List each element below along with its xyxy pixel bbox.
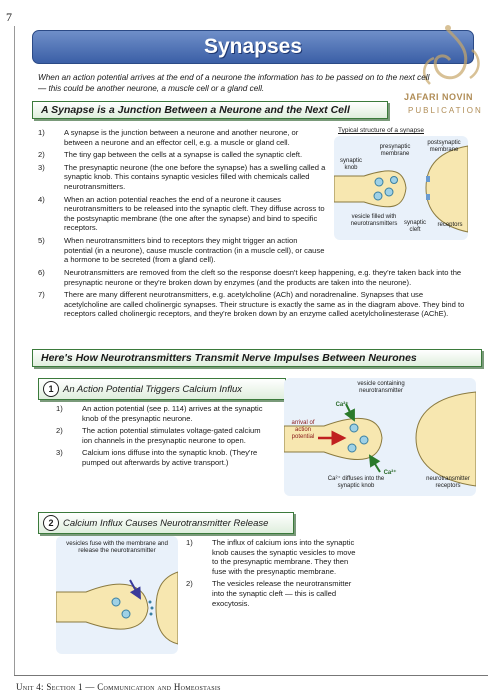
list-item — [38, 236, 328, 265]
list-item-number: 2) — [56, 426, 63, 436]
label-postsynaptic-membrane: postsynaptic membrane — [427, 140, 461, 153]
page-number: 7 — [6, 10, 12, 24]
synapse-diagram-caption: Typical structure of a synapse — [338, 127, 424, 134]
label-vesicles-fuse: vesicles fuse with the membrane and release the neurotransmitter — [66, 540, 168, 554]
step2-list — [186, 538, 356, 611]
list-item-number: 6) — [38, 268, 45, 277]
list-item-text: When neurotransmitters bind to receptors they might trigger an action potential (in a neurone), cause muscle contraction (in a muscle cell), or cause a hormone to be secreted (from a gland cell). — [64, 235, 325, 265]
footer-rule — [14, 675, 488, 676]
list-item-number: 2) — [186, 579, 193, 589]
list-item — [38, 163, 328, 192]
label-synaptic-knob: synaptic knob — [339, 158, 362, 171]
watermark-line2: PUBLICATION — [408, 106, 483, 115]
page-title: Synapses — [203, 35, 303, 58]
label-arrival-of-action-potential: arrival of action potential — [291, 420, 315, 440]
step1-list — [56, 404, 270, 471]
list-item-number: 1) — [56, 404, 63, 413]
list-item — [56, 404, 270, 423]
step2-number: 2 — [43, 515, 59, 531]
list-item-number: 4) — [38, 194, 45, 204]
list-item-text: The action potential stimulates voltage-gated calcium ion channels in the presynaptic neurone to open. — [82, 426, 261, 445]
watermark-line1: JAFARI NOVIN — [404, 92, 474, 102]
list-item-text: When an action potential reaches the end of a neurone it causes neurotransmitters to be released into the synaptic cleft. They diffuse across to the postsynaptic membrane (the one after the synapse) and bind to specific receptors. — [64, 194, 325, 233]
list-item-number: 3) — [38, 162, 45, 172]
label-ca-ion-bottom: Ca²⁺ — [383, 470, 397, 476]
list-item-text: An action potential (see p. 114) arrives at the synaptic knob of the presynaptic neurone. — [82, 404, 263, 423]
list-item — [186, 579, 356, 608]
intro-paragraph: When an action potential arrives at the end of a neurone the information has to be passed on to the next cell — this could be another neurone, a muscle cell or a gland cell. — [38, 73, 430, 93]
list-item — [38, 290, 468, 319]
list-item-text: Neurotransmitters are removed from the cleft so the response doesn't keep happening, e.g. they're taken back into the presynaptic neurone or they're broken down by enzymes (and the products are taken into the neurone). — [64, 268, 462, 287]
list-item — [38, 268, 468, 287]
section1-list-wide — [38, 268, 468, 322]
list-item — [186, 538, 356, 576]
list-item-text: There are many different neurotransmitters, e.g. acetylcholine (ACh) and noradrenaline. Synapses that use acetylcholine are called cholinergic synapses. Their structure is exactly the same as in the diagram above. They bind to receptors called cholinergic receptors, and they're broken down by an enzyme called acetylcholinesterase (AChE). — [64, 290, 465, 319]
list-item-number: 3) — [56, 448, 63, 458]
section1-heading: A Synapse is a Junction Between a Neurone and the Next Cell — [32, 101, 388, 119]
label-vesicle-containing-neurotransmitter: vesicle containing neurotransmitter — [357, 381, 405, 394]
list-item — [38, 150, 328, 160]
label-receptors: receptors — [437, 222, 463, 228]
exocytosis-diagram — [56, 536, 178, 654]
list-item-text: The vesicles release the neurotransmitter into the synaptic cleft — this is called exocytosis. — [212, 579, 352, 608]
list-item — [38, 128, 328, 147]
calcium-influx-diagram — [284, 378, 476, 496]
label-neurotransmitter-receptors: neurotransmitter receptors — [426, 476, 470, 489]
list-item — [56, 426, 270, 445]
list-item-text: A synapse is the junction between a neurone and another neurone, or between a neurone and an effector cell, e.g. a muscle or gland cell. — [64, 128, 299, 147]
label-synaptic-cleft: synaptic cleft — [403, 220, 426, 233]
step2-heading: 2 Calcium Influx Causes Neurotransmitter Release — [38, 512, 294, 534]
label-ca-ion-top: Ca²⁺ — [335, 402, 349, 408]
list-item-number: 1) — [186, 538, 193, 547]
left-margin-rule — [14, 26, 15, 676]
list-item-number: 2) — [38, 150, 45, 160]
section2-heading: Here's How Neurotransmitters Transmit Nerve Impulses Between Neurones — [32, 349, 482, 367]
label-ca-diffuses: Ca²⁺ diffuses into the synaptic knob — [327, 476, 385, 489]
section1-list — [38, 128, 328, 268]
step1-heading: 1 An Action Potential Triggers Calcium Influx — [38, 378, 286, 400]
synapse-diagram — [334, 136, 468, 240]
list-item-number: 5) — [38, 235, 45, 245]
list-item-text: The influx of calcium ions into the synaptic knob causes the synaptic vesicles to move to the presynaptic membrane. They then fuse with the presynaptic membrane. — [212, 538, 356, 576]
list-item-number: 1) — [38, 128, 45, 137]
list-item-text: Calcium ions diffuse into the synaptic knob. (They're pumped out afterwards by active transport.) — [82, 448, 258, 467]
page-footer: Unit 4: Section 1 — Communication and Homeostasis — [16, 682, 221, 692]
label-presynaptic-membrane: presynaptic membrane — [379, 144, 411, 157]
list-item — [38, 195, 328, 233]
list-item-text: The tiny gap between the cells at a synapse is called the synaptic cleft. — [64, 150, 303, 160]
step1-number: 1 — [43, 381, 59, 397]
list-item-number: 7) — [38, 290, 45, 300]
label-vesicle: vesicle filled with neurotransmitters — [350, 214, 398, 227]
list-item-text: The presynaptic neurone (the one before the synapse) has a swelling called a synaptic knob. This contains synaptic vesicles filled with chemicals called neurotransmitters. — [64, 162, 326, 191]
list-item — [56, 448, 270, 467]
